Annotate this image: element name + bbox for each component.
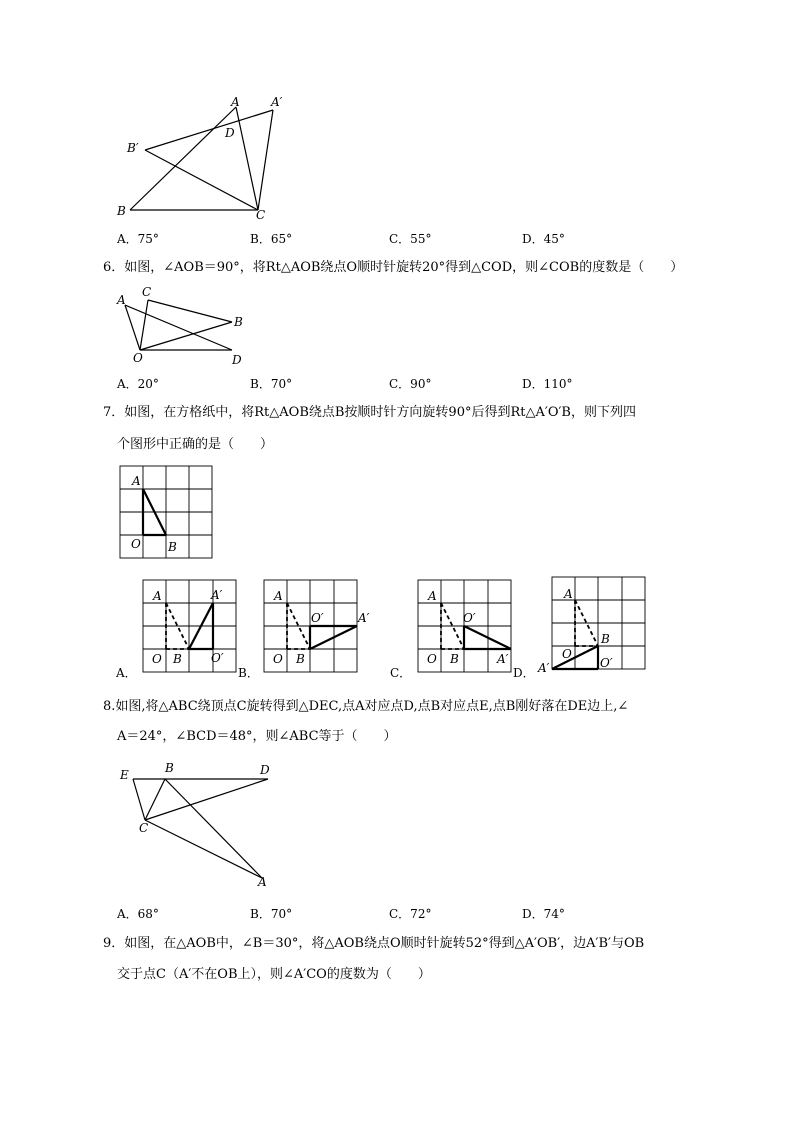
q7-main-label-O: O: [131, 537, 141, 551]
q9-question-line2: 交于点C（A′不在OB上），则∠A′CO的度数为（ ）: [117, 967, 431, 982]
q8-option-c: C．72°: [389, 907, 432, 921]
q8-question-line2: A＝24°，∠BCD＝48°，则∠ABC等于（ ）: [117, 729, 397, 744]
q5-label-D: D: [225, 126, 235, 140]
q8-label-E: E: [120, 768, 129, 782]
q6-option-c: C．90°: [389, 377, 432, 391]
q6-label-C: C: [142, 285, 152, 299]
q7c-label-O-prime: O′: [463, 611, 476, 625]
q7c-label-A: A: [428, 589, 437, 603]
q7a-label-A-prime: A′: [211, 588, 223, 602]
q7-option-a-letter: A．: [116, 666, 137, 680]
q5-label-A: A: [231, 95, 240, 109]
q7-question-line2: 个图形中正确的是（ ）: [117, 437, 274, 452]
q8-label-C: C: [139, 821, 149, 835]
q8-label-D: D: [260, 763, 270, 777]
q5-option-a: A．75°: [117, 232, 159, 246]
q7c-label-O: O: [427, 652, 437, 666]
q5-option-d: D．45°: [522, 232, 565, 246]
q5-label-C: C: [256, 208, 266, 222]
q7-option-b-letter: B．: [238, 666, 259, 680]
q7-question-line1: 7．如图，在方格纸中，将Rt△AOB绕点B按顺时针方向旋转90°后得到Rt△A′O′B，则下列四: [103, 405, 636, 420]
q7b-label-O-prime: O′: [311, 611, 324, 625]
q7a-label-O: O: [152, 652, 162, 666]
q7d-label-O: O: [562, 647, 572, 661]
q5-label-B-prime: B′: [127, 141, 139, 155]
q6-option-b: B．70°: [250, 377, 293, 391]
q7c-label-A-prime: A′: [497, 652, 509, 666]
q8-option-d: D．74°: [522, 907, 565, 921]
q7d-label-O-prime: O′: [600, 656, 613, 670]
q8-label-A: A: [258, 875, 267, 889]
q7d-label-B: B: [601, 632, 610, 646]
q7-main-label-A: A: [132, 474, 141, 488]
q5-option-b: B．65°: [250, 232, 293, 246]
q7b-label-O: O: [273, 652, 283, 666]
q6-label-B: B: [234, 315, 243, 329]
q7-option-c-letter: C．: [390, 666, 412, 680]
q9-question-line1: 9．如图，在△AOB中，∠B＝30°，将△AOB绕点O顺时针旋转52°得到△A′OB′，边A′B′与OB: [103, 936, 645, 951]
q7-option-d-letter: D．: [513, 666, 535, 680]
q6-label-O: O: [133, 351, 143, 365]
q7d-label-A: A: [564, 587, 573, 601]
q6-option-a: A．20°: [117, 377, 159, 391]
q7d-label-A-prime: A′: [538, 661, 550, 675]
q6-question-text: 6．如图，∠AOB＝90°，将Rt△AOB绕点O顺时针旋转20°得到△COD，则∠COB的度数是（ ）: [103, 260, 684, 275]
q7c-label-B: B: [450, 652, 459, 666]
q7a-label-B: B: [173, 652, 182, 666]
q7b-label-A: A: [274, 589, 283, 603]
q8-option-a: A．68°: [117, 907, 159, 921]
q8-option-b: B．70°: [250, 907, 293, 921]
q7a-label-A: A: [153, 589, 162, 603]
q7-main-label-B: B: [168, 540, 177, 554]
q6-label-A: A: [117, 293, 126, 307]
q6-label-D: D: [232, 353, 242, 367]
q6-option-d: D．110°: [522, 377, 573, 391]
q8-question-line1: 8.如图,将△ABC绕顶点C旋转得到△DEC,点A对应点D,点B对应点E,点B刚好落在DE边上,∠: [103, 699, 629, 714]
q7b-label-A-prime: A′: [358, 611, 370, 625]
q5-option-c: C．55°: [389, 232, 432, 246]
q7b-label-B: B: [296, 652, 305, 666]
q5-label-B: B: [117, 204, 126, 218]
q8-label-B: B: [165, 761, 174, 775]
q5-label-A-prime: A′: [271, 95, 283, 109]
q7a-label-O-prime: O′: [211, 651, 224, 665]
